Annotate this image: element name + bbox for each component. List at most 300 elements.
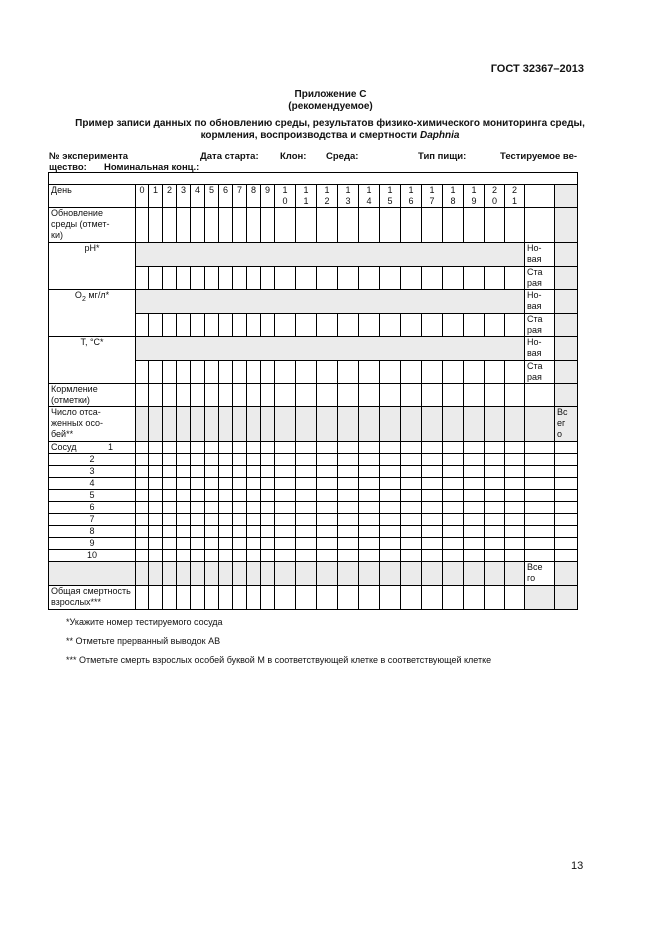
day-cell-8[interactable] bbox=[247, 490, 261, 502]
day-cell-16[interactable] bbox=[401, 314, 422, 337]
day-cell-4[interactable] bbox=[191, 502, 205, 514]
day-cell-12[interactable] bbox=[317, 538, 338, 550]
day-cell-5[interactable] bbox=[205, 478, 219, 490]
day-cell-19[interactable] bbox=[464, 502, 485, 514]
day-cell-18[interactable] bbox=[443, 384, 464, 407]
day-cell-16[interactable] bbox=[401, 538, 422, 550]
day-cell-9[interactable] bbox=[261, 361, 275, 384]
day-cell-0[interactable] bbox=[136, 586, 149, 610]
day-cell-2[interactable] bbox=[163, 514, 177, 526]
day-cell-1[interactable] bbox=[149, 361, 163, 384]
day-cell-0[interactable] bbox=[136, 407, 149, 442]
day-cell-0[interactable] bbox=[136, 208, 149, 243]
day-cell-0[interactable] bbox=[136, 562, 149, 586]
day-cell-19[interactable] bbox=[464, 562, 485, 586]
day-cell-4[interactable] bbox=[191, 384, 205, 407]
day-cell-13[interactable] bbox=[338, 478, 359, 490]
day-cell-15[interactable] bbox=[380, 586, 401, 610]
day-cell-0[interactable] bbox=[136, 538, 149, 550]
day-cell-13[interactable] bbox=[338, 442, 359, 454]
day-cell-0[interactable] bbox=[136, 478, 149, 490]
day-cell-19[interactable] bbox=[464, 267, 485, 290]
day-cell-15[interactable] bbox=[380, 314, 401, 337]
day-cell-10[interactable] bbox=[275, 466, 296, 478]
day-cell-5[interactable] bbox=[205, 466, 219, 478]
day-cell-3[interactable] bbox=[177, 466, 191, 478]
day-cell-1[interactable] bbox=[149, 538, 163, 550]
day-cell-11[interactable] bbox=[296, 384, 317, 407]
day-cell-17[interactable] bbox=[422, 442, 443, 454]
day-cell-15[interactable] bbox=[380, 538, 401, 550]
day-cell-18[interactable] bbox=[443, 538, 464, 550]
day-cell-6[interactable] bbox=[219, 562, 233, 586]
day-cell-1[interactable] bbox=[149, 526, 163, 538]
day-cell-7[interactable] bbox=[233, 314, 247, 337]
day-cell-19[interactable] bbox=[464, 407, 485, 442]
day-cell-20[interactable] bbox=[485, 442, 505, 454]
day-cell-8[interactable] bbox=[247, 502, 261, 514]
day-cell-16[interactable] bbox=[401, 478, 422, 490]
day-cell-13[interactable] bbox=[338, 384, 359, 407]
day-cell-11[interactable] bbox=[296, 502, 317, 514]
day-cell-14[interactable] bbox=[359, 466, 380, 478]
day-cell-17[interactable] bbox=[422, 550, 443, 562]
day-cell-14[interactable] bbox=[359, 267, 380, 290]
day-cell-21[interactable] bbox=[505, 538, 525, 550]
day-cell-8[interactable] bbox=[247, 538, 261, 550]
day-cell-1[interactable] bbox=[149, 314, 163, 337]
day-cell-7[interactable] bbox=[233, 586, 247, 610]
day-cell-17[interactable] bbox=[422, 490, 443, 502]
day-cell-15[interactable] bbox=[380, 478, 401, 490]
day-cell-2[interactable] bbox=[163, 361, 177, 384]
day-cell-18[interactable] bbox=[443, 550, 464, 562]
day-cell-13[interactable] bbox=[338, 208, 359, 243]
day-cell-10[interactable] bbox=[275, 454, 296, 466]
day-cell-13[interactable] bbox=[338, 267, 359, 290]
day-cell-17[interactable] bbox=[422, 586, 443, 610]
day-cell-2[interactable] bbox=[163, 466, 177, 478]
day-cell-5[interactable] bbox=[205, 454, 219, 466]
day-cell-6[interactable] bbox=[219, 208, 233, 243]
day-cell-8[interactable] bbox=[247, 586, 261, 610]
day-cell-13[interactable] bbox=[338, 526, 359, 538]
day-cell-4[interactable] bbox=[191, 208, 205, 243]
day-cell-20[interactable] bbox=[485, 586, 505, 610]
day-cell-5[interactable] bbox=[205, 361, 219, 384]
day-cell-2[interactable] bbox=[163, 478, 177, 490]
day-cell-2[interactable] bbox=[163, 407, 177, 442]
day-cell-12[interactable] bbox=[317, 502, 338, 514]
day-cell-20[interactable] bbox=[485, 454, 505, 466]
day-cell-4[interactable] bbox=[191, 586, 205, 610]
day-cell-10[interactable] bbox=[275, 442, 296, 454]
day-cell-16[interactable] bbox=[401, 208, 422, 243]
day-cell-1[interactable] bbox=[149, 442, 163, 454]
day-cell-3[interactable] bbox=[177, 361, 191, 384]
day-cell-4[interactable] bbox=[191, 526, 205, 538]
day-cell-2[interactable] bbox=[163, 267, 177, 290]
day-cell-8[interactable] bbox=[247, 466, 261, 478]
day-cell-6[interactable] bbox=[219, 361, 233, 384]
day-cell-14[interactable] bbox=[359, 407, 380, 442]
day-cell-21[interactable] bbox=[505, 562, 525, 586]
day-cell-16[interactable] bbox=[401, 502, 422, 514]
day-cell-6[interactable] bbox=[219, 490, 233, 502]
day-cell-15[interactable] bbox=[380, 454, 401, 466]
day-cell-18[interactable] bbox=[443, 466, 464, 478]
day-cell-16[interactable] bbox=[401, 550, 422, 562]
day-cell-19[interactable] bbox=[464, 538, 485, 550]
day-cell-17[interactable] bbox=[422, 526, 443, 538]
day-cell-12[interactable] bbox=[317, 562, 338, 586]
day-cell-6[interactable] bbox=[219, 478, 233, 490]
day-cell-7[interactable] bbox=[233, 466, 247, 478]
day-cell-7[interactable] bbox=[233, 442, 247, 454]
day-cell-21[interactable] bbox=[505, 314, 525, 337]
day-cell-11[interactable] bbox=[296, 314, 317, 337]
day-cell-14[interactable] bbox=[359, 550, 380, 562]
day-cell-17[interactable] bbox=[422, 208, 443, 243]
day-cell-11[interactable] bbox=[296, 526, 317, 538]
day-cell-10[interactable] bbox=[275, 314, 296, 337]
day-cell-19[interactable] bbox=[464, 586, 485, 610]
day-cell-17[interactable] bbox=[422, 314, 443, 337]
day-cell-11[interactable] bbox=[296, 442, 317, 454]
day-cell-7[interactable] bbox=[233, 514, 247, 526]
day-cell-15[interactable] bbox=[380, 384, 401, 407]
day-cell-9[interactable] bbox=[261, 586, 275, 610]
day-cell-5[interactable] bbox=[205, 208, 219, 243]
day-cell-12[interactable] bbox=[317, 407, 338, 442]
day-cell-1[interactable] bbox=[149, 267, 163, 290]
day-cell-20[interactable] bbox=[485, 526, 505, 538]
day-cell-20[interactable] bbox=[485, 550, 505, 562]
day-cell-1[interactable] bbox=[149, 407, 163, 442]
day-cell-16[interactable] bbox=[401, 466, 422, 478]
day-cell-6[interactable] bbox=[219, 514, 233, 526]
day-cell-18[interactable] bbox=[443, 442, 464, 454]
day-cell-9[interactable] bbox=[261, 267, 275, 290]
day-cell-8[interactable] bbox=[247, 526, 261, 538]
day-cell-14[interactable] bbox=[359, 586, 380, 610]
day-cell-20[interactable] bbox=[485, 514, 505, 526]
day-cell-8[interactable] bbox=[247, 314, 261, 337]
day-cell-7[interactable] bbox=[233, 526, 247, 538]
day-cell-15[interactable] bbox=[380, 407, 401, 442]
day-cell-12[interactable] bbox=[317, 454, 338, 466]
day-cell-4[interactable] bbox=[191, 550, 205, 562]
day-cell-19[interactable] bbox=[464, 454, 485, 466]
day-cell-0[interactable] bbox=[136, 514, 149, 526]
day-cell-5[interactable] bbox=[205, 526, 219, 538]
day-cell-1[interactable] bbox=[149, 384, 163, 407]
day-cell-7[interactable] bbox=[233, 550, 247, 562]
day-cell-11[interactable] bbox=[296, 267, 317, 290]
day-cell-8[interactable] bbox=[247, 384, 261, 407]
day-cell-9[interactable] bbox=[261, 407, 275, 442]
day-cell-16[interactable] bbox=[401, 526, 422, 538]
day-cell-4[interactable] bbox=[191, 490, 205, 502]
day-cell-14[interactable] bbox=[359, 384, 380, 407]
day-cell-2[interactable] bbox=[163, 384, 177, 407]
day-cell-12[interactable] bbox=[317, 490, 338, 502]
day-cell-8[interactable] bbox=[247, 550, 261, 562]
day-cell-2[interactable] bbox=[163, 586, 177, 610]
day-cell-4[interactable] bbox=[191, 442, 205, 454]
day-cell-6[interactable] bbox=[219, 466, 233, 478]
day-cell-17[interactable] bbox=[422, 538, 443, 550]
day-cell-4[interactable] bbox=[191, 478, 205, 490]
day-cell-3[interactable] bbox=[177, 490, 191, 502]
day-cell-7[interactable] bbox=[233, 502, 247, 514]
day-cell-10[interactable] bbox=[275, 562, 296, 586]
day-cell-16[interactable] bbox=[401, 267, 422, 290]
day-cell-21[interactable] bbox=[505, 208, 525, 243]
day-cell-21[interactable] bbox=[505, 502, 525, 514]
day-cell-4[interactable] bbox=[191, 267, 205, 290]
day-cell-21[interactable] bbox=[505, 550, 525, 562]
day-cell-9[interactable] bbox=[261, 478, 275, 490]
day-cell-13[interactable] bbox=[338, 514, 359, 526]
day-cell-5[interactable] bbox=[205, 267, 219, 290]
day-cell-5[interactable] bbox=[205, 407, 219, 442]
day-cell-3[interactable] bbox=[177, 314, 191, 337]
day-cell-12[interactable] bbox=[317, 442, 338, 454]
day-cell-18[interactable] bbox=[443, 490, 464, 502]
day-cell-14[interactable] bbox=[359, 562, 380, 586]
day-cell-14[interactable] bbox=[359, 442, 380, 454]
day-cell-1[interactable] bbox=[149, 502, 163, 514]
day-cell-14[interactable] bbox=[359, 490, 380, 502]
day-cell-20[interactable] bbox=[485, 490, 505, 502]
day-cell-14[interactable] bbox=[359, 314, 380, 337]
day-cell-3[interactable] bbox=[177, 407, 191, 442]
day-cell-14[interactable] bbox=[359, 502, 380, 514]
day-cell-21[interactable] bbox=[505, 454, 525, 466]
day-cell-17[interactable] bbox=[422, 407, 443, 442]
day-cell-15[interactable] bbox=[380, 267, 401, 290]
day-cell-11[interactable] bbox=[296, 361, 317, 384]
day-cell-5[interactable] bbox=[205, 490, 219, 502]
day-cell-9[interactable] bbox=[261, 208, 275, 243]
day-cell-4[interactable] bbox=[191, 538, 205, 550]
day-cell-9[interactable] bbox=[261, 454, 275, 466]
day-cell-1[interactable] bbox=[149, 562, 163, 586]
day-cell-0[interactable] bbox=[136, 442, 149, 454]
day-cell-11[interactable] bbox=[296, 208, 317, 243]
day-cell-7[interactable] bbox=[233, 478, 247, 490]
day-cell-6[interactable] bbox=[219, 586, 233, 610]
day-cell-1[interactable] bbox=[149, 514, 163, 526]
day-cell-11[interactable] bbox=[296, 490, 317, 502]
day-cell-3[interactable] bbox=[177, 514, 191, 526]
day-cell-11[interactable] bbox=[296, 407, 317, 442]
day-cell-3[interactable] bbox=[177, 454, 191, 466]
day-cell-1[interactable] bbox=[149, 466, 163, 478]
day-cell-17[interactable] bbox=[422, 478, 443, 490]
day-cell-3[interactable] bbox=[177, 550, 191, 562]
day-cell-5[interactable] bbox=[205, 562, 219, 586]
day-cell-18[interactable] bbox=[443, 562, 464, 586]
day-cell-14[interactable] bbox=[359, 361, 380, 384]
day-cell-7[interactable] bbox=[233, 384, 247, 407]
day-cell-7[interactable] bbox=[233, 407, 247, 442]
day-cell-12[interactable] bbox=[317, 526, 338, 538]
day-cell-10[interactable] bbox=[275, 267, 296, 290]
day-cell-11[interactable] bbox=[296, 586, 317, 610]
day-cell-9[interactable] bbox=[261, 550, 275, 562]
day-cell-18[interactable] bbox=[443, 267, 464, 290]
day-cell-10[interactable] bbox=[275, 407, 296, 442]
day-cell-2[interactable] bbox=[163, 550, 177, 562]
day-cell-15[interactable] bbox=[380, 550, 401, 562]
day-cell-1[interactable] bbox=[149, 208, 163, 243]
day-cell-15[interactable] bbox=[380, 490, 401, 502]
day-cell-21[interactable] bbox=[505, 267, 525, 290]
day-cell-10[interactable] bbox=[275, 526, 296, 538]
day-cell-9[interactable] bbox=[261, 490, 275, 502]
day-cell-19[interactable] bbox=[464, 442, 485, 454]
day-cell-1[interactable] bbox=[149, 490, 163, 502]
day-cell-5[interactable] bbox=[205, 514, 219, 526]
day-cell-18[interactable] bbox=[443, 361, 464, 384]
day-cell-20[interactable] bbox=[485, 384, 505, 407]
day-cell-18[interactable] bbox=[443, 478, 464, 490]
day-cell-8[interactable] bbox=[247, 514, 261, 526]
day-cell-11[interactable] bbox=[296, 538, 317, 550]
day-cell-16[interactable] bbox=[401, 407, 422, 442]
day-cell-0[interactable] bbox=[136, 466, 149, 478]
day-cell-3[interactable] bbox=[177, 384, 191, 407]
day-cell-6[interactable] bbox=[219, 314, 233, 337]
day-cell-17[interactable] bbox=[422, 466, 443, 478]
day-cell-20[interactable] bbox=[485, 407, 505, 442]
day-cell-7[interactable] bbox=[233, 562, 247, 586]
day-cell-4[interactable] bbox=[191, 466, 205, 478]
day-cell-19[interactable] bbox=[464, 361, 485, 384]
day-cell-6[interactable] bbox=[219, 550, 233, 562]
day-cell-19[interactable] bbox=[464, 478, 485, 490]
day-cell-21[interactable] bbox=[505, 466, 525, 478]
day-cell-9[interactable] bbox=[261, 314, 275, 337]
day-cell-17[interactable] bbox=[422, 562, 443, 586]
day-cell-17[interactable] bbox=[422, 454, 443, 466]
day-cell-12[interactable] bbox=[317, 550, 338, 562]
day-cell-15[interactable] bbox=[380, 562, 401, 586]
day-cell-12[interactable] bbox=[317, 586, 338, 610]
day-cell-9[interactable] bbox=[261, 538, 275, 550]
day-cell-4[interactable] bbox=[191, 514, 205, 526]
day-cell-10[interactable] bbox=[275, 586, 296, 610]
day-cell-21[interactable] bbox=[505, 514, 525, 526]
day-cell-18[interactable] bbox=[443, 407, 464, 442]
day-cell-20[interactable] bbox=[485, 478, 505, 490]
day-cell-12[interactable] bbox=[317, 466, 338, 478]
day-cell-12[interactable] bbox=[317, 314, 338, 337]
day-cell-0[interactable] bbox=[136, 490, 149, 502]
day-cell-8[interactable] bbox=[247, 442, 261, 454]
day-cell-10[interactable] bbox=[275, 538, 296, 550]
day-cell-12[interactable] bbox=[317, 208, 338, 243]
day-cell-5[interactable] bbox=[205, 502, 219, 514]
day-cell-20[interactable] bbox=[485, 562, 505, 586]
day-cell-8[interactable] bbox=[247, 208, 261, 243]
day-cell-10[interactable] bbox=[275, 361, 296, 384]
day-cell-11[interactable] bbox=[296, 454, 317, 466]
day-cell-0[interactable] bbox=[136, 384, 149, 407]
day-cell-6[interactable] bbox=[219, 454, 233, 466]
day-cell-20[interactable] bbox=[485, 466, 505, 478]
day-cell-16[interactable] bbox=[401, 490, 422, 502]
day-cell-9[interactable] bbox=[261, 384, 275, 407]
day-cell-20[interactable] bbox=[485, 208, 505, 243]
day-cell-20[interactable] bbox=[485, 361, 505, 384]
day-cell-6[interactable] bbox=[219, 538, 233, 550]
day-cell-19[interactable] bbox=[464, 514, 485, 526]
day-cell-20[interactable] bbox=[485, 502, 505, 514]
day-cell-13[interactable] bbox=[338, 361, 359, 384]
day-cell-21[interactable] bbox=[505, 361, 525, 384]
day-cell-10[interactable] bbox=[275, 384, 296, 407]
day-cell-0[interactable] bbox=[136, 361, 149, 384]
day-cell-10[interactable] bbox=[275, 514, 296, 526]
day-cell-20[interactable] bbox=[485, 314, 505, 337]
day-cell-2[interactable] bbox=[163, 502, 177, 514]
day-cell-19[interactable] bbox=[464, 208, 485, 243]
day-cell-8[interactable] bbox=[247, 562, 261, 586]
day-cell-18[interactable] bbox=[443, 454, 464, 466]
day-cell-6[interactable] bbox=[219, 407, 233, 442]
day-cell-16[interactable] bbox=[401, 454, 422, 466]
day-cell-19[interactable] bbox=[464, 526, 485, 538]
day-cell-2[interactable] bbox=[163, 490, 177, 502]
day-cell-13[interactable] bbox=[338, 586, 359, 610]
day-cell-18[interactable] bbox=[443, 514, 464, 526]
day-cell-8[interactable] bbox=[247, 361, 261, 384]
day-cell-11[interactable] bbox=[296, 466, 317, 478]
day-cell-5[interactable] bbox=[205, 442, 219, 454]
day-cell-21[interactable] bbox=[505, 490, 525, 502]
day-cell-11[interactable] bbox=[296, 514, 317, 526]
day-cell-12[interactable] bbox=[317, 384, 338, 407]
day-cell-18[interactable] bbox=[443, 526, 464, 538]
day-cell-11[interactable] bbox=[296, 478, 317, 490]
day-cell-13[interactable] bbox=[338, 538, 359, 550]
day-cell-19[interactable] bbox=[464, 550, 485, 562]
day-cell-16[interactable] bbox=[401, 361, 422, 384]
day-cell-15[interactable] bbox=[380, 514, 401, 526]
day-cell-10[interactable] bbox=[275, 502, 296, 514]
day-cell-5[interactable] bbox=[205, 586, 219, 610]
day-cell-3[interactable] bbox=[177, 586, 191, 610]
day-cell-12[interactable] bbox=[317, 361, 338, 384]
day-cell-19[interactable] bbox=[464, 314, 485, 337]
day-cell-5[interactable] bbox=[205, 384, 219, 407]
day-cell-21[interactable] bbox=[505, 384, 525, 407]
day-cell-10[interactable] bbox=[275, 208, 296, 243]
day-cell-18[interactable] bbox=[443, 502, 464, 514]
day-cell-15[interactable] bbox=[380, 502, 401, 514]
day-cell-13[interactable] bbox=[338, 490, 359, 502]
day-cell-9[interactable] bbox=[261, 562, 275, 586]
day-cell-16[interactable] bbox=[401, 562, 422, 586]
day-cell-7[interactable] bbox=[233, 208, 247, 243]
day-cell-12[interactable] bbox=[317, 514, 338, 526]
day-cell-5[interactable] bbox=[205, 314, 219, 337]
day-cell-17[interactable] bbox=[422, 361, 443, 384]
day-cell-9[interactable] bbox=[261, 514, 275, 526]
